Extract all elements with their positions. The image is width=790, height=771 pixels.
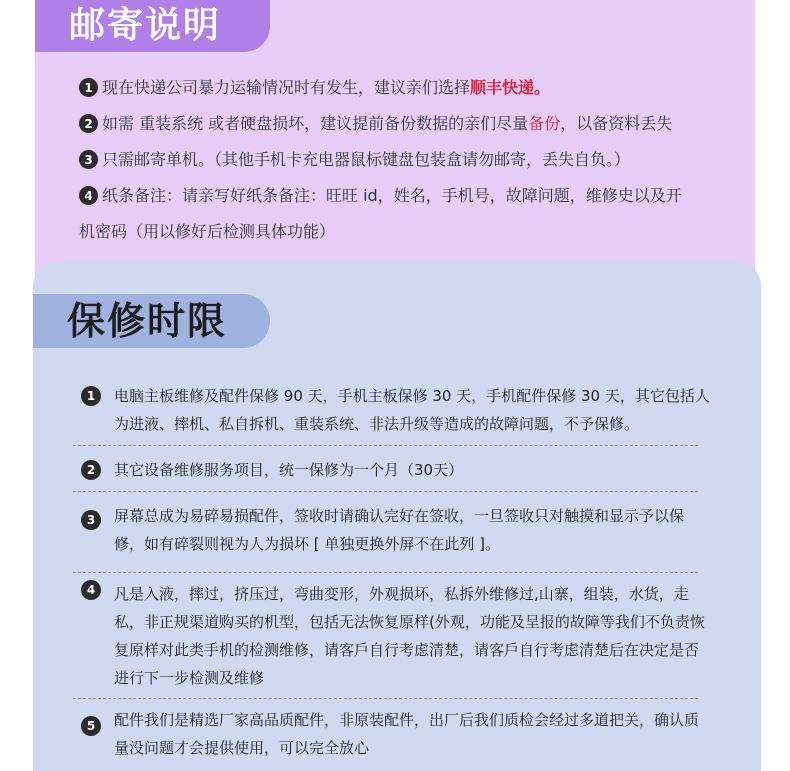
mail-item-2 — [79, 106, 739, 142]
warranty-title-tab — [33, 294, 270, 348]
number-1-icon: 1 — [79, 78, 98, 97]
warranty-item-3 — [81, 502, 711, 558]
mail-item-4-continued — [79, 214, 739, 250]
mail-item-text: 只需邮寄单机。（其他手机卡充电器鼠标键盘包装盒请勿邮寄，丢失自负。） — [102, 150, 631, 169]
number-3-icon: 3 — [81, 510, 101, 530]
mail-item-highlight: 顺丰快递。 — [470, 78, 551, 97]
divider — [73, 698, 698, 699]
mail-section — [35, 0, 755, 300]
mail-item-3 — [79, 142, 739, 178]
mail-item-text-tail: ，以备资料丢失 — [560, 114, 673, 133]
number-4-icon: 4 — [81, 580, 101, 600]
divider — [73, 572, 698, 573]
mail-item-text: 机密码（用以修好后检测具体功能） — [79, 222, 336, 241]
warranty-item-text: 其它设备维修服务项目，统一保修为一个月（30天） — [114, 461, 464, 479]
number-5-icon: 5 — [81, 716, 101, 736]
number-2-icon: 2 — [81, 460, 101, 480]
warranty-item-4 — [81, 580, 711, 692]
divider — [73, 491, 698, 492]
warranty-item-2 — [81, 456, 711, 484]
divider — [73, 445, 698, 446]
warranty-item-5 — [81, 706, 711, 762]
number-2-icon: 2 — [79, 114, 98, 133]
mail-item-highlight: 备份 — [528, 114, 561, 133]
warranty-item-1 — [81, 382, 711, 438]
warranty-item-text: 屏幕总成为易碎易损配件，签收时请确认完好在签收，一旦签收只对触摸和显示予以保修，如有碎裂则视为人为损坏 [ 单独更换外屏不在此列 ]。 — [114, 507, 685, 553]
mail-title-tab — [35, 0, 270, 52]
mail-item-text: 现在快递公司暴力运输情况时有发生，建议亲们选择 — [102, 78, 471, 97]
mail-item-1 — [79, 70, 739, 106]
mail-list — [79, 70, 739, 250]
number-1-icon: 1 — [81, 386, 101, 406]
warranty-item-text: 凡是入液，摔过，挤压过，弯曲变形，外观损坏，私拆外维修过,山寨，组装，水货，走私，非正规渠道购买的机型，包括无法恢复原样(外观，功能及呈报的故障等我们不负责恢复原样对此类手机的检测维修，请客戶自行考虑清楚，请客戶自行考虑清楚后在决定是否进行下一步检测及维修 — [114, 585, 705, 687]
number-4-icon: 4 — [79, 186, 98, 205]
warranty-title: 保修时限 — [67, 299, 228, 343]
mail-item-4 — [79, 178, 739, 214]
warranty-item-text: 配件我们是精选厂家高品质配件，非原装配件，出厂后我们质检会经过多道把关，确认质量没问题才会提供使用，可以完全放心 — [114, 711, 700, 757]
number-3-icon: 3 — [79, 150, 98, 169]
warranty-item-text: 电脑主板维修及配件保修 90 天，手机主板保修 30 天，手机配件保修 30 天，其它包括人为进液、摔机、私自拆机、重装系统、非法升级等造成的故障问题，不予保修。 — [114, 387, 710, 433]
warranty-section — [33, 262, 761, 771]
mail-item-text: 纸条备注：请亲写好纸条备注：旺旺 id，姓名，手机号，故障问题，维修史以及开 — [102, 186, 682, 205]
mail-item-text: 如需 重装系统 或者硬盘损坏，建议提前备份数据的亲们尽量 — [102, 114, 529, 133]
mail-title: 邮寄说明 — [69, 5, 222, 46]
